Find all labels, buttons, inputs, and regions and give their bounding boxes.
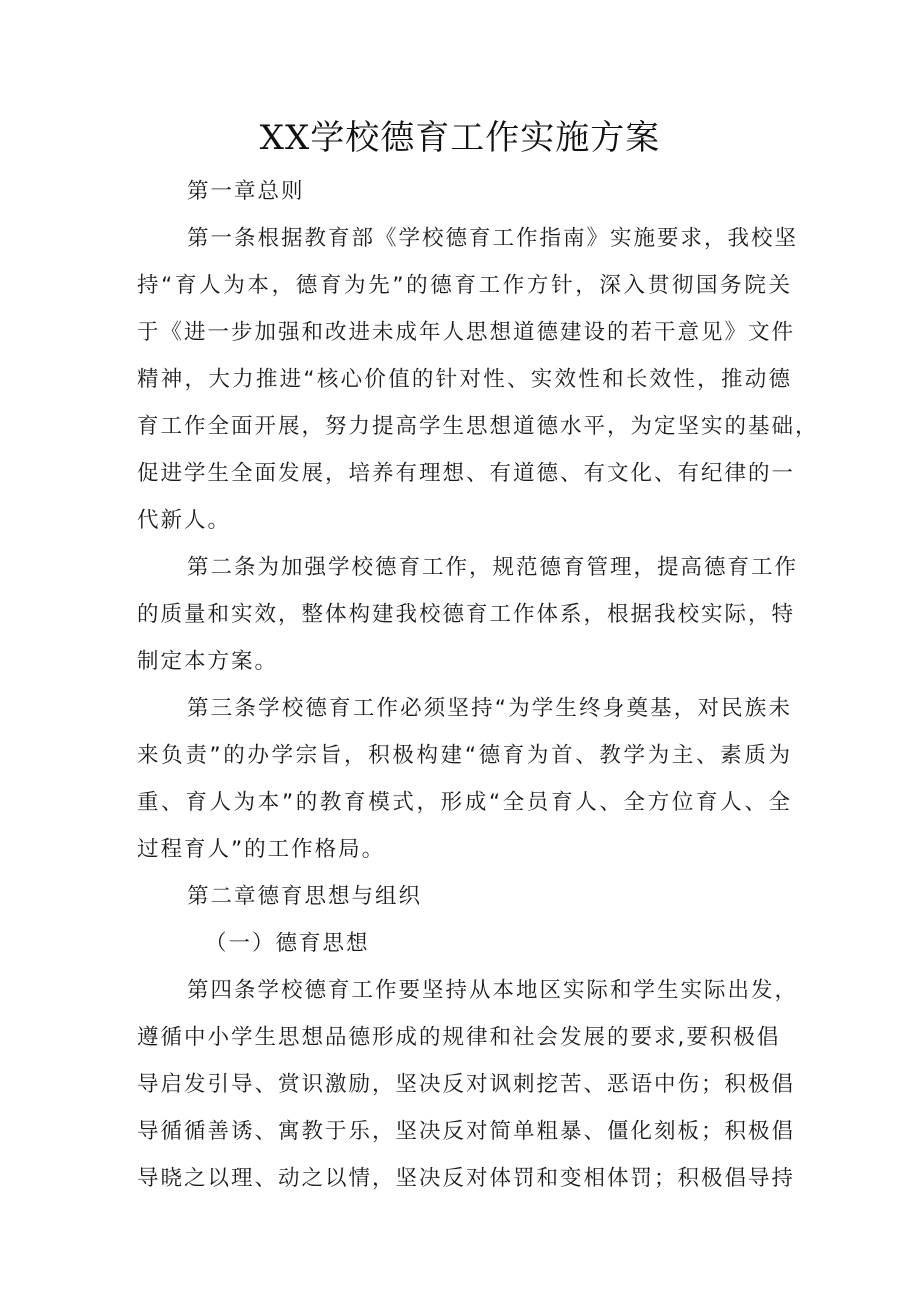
chapter-heading: 第二章德育思想与组织 — [187, 884, 423, 909]
paragraph-line: 促进学生全面发展，培养有理想、有道德、有文化、有纪律的一 — [137, 461, 796, 486]
paragraph-line: 遵循中小学生思想品德形成的规律和社会发展的要求,要积极倡 — [137, 1025, 781, 1050]
paragraph-line: 来负责”的办学宗旨，积极构建“德育为首、教学为主、素质为 — [137, 743, 792, 768]
paragraph-line: 第一条根据教育部《学校德育工作指南》实施要求，我校坚 — [187, 226, 799, 251]
paragraph-line: 导循循善诱、寓教于乐，坚决反对简单粗暴、僵化刻板；积极倡 — [137, 1119, 796, 1144]
paragraph-line: 的质量和实效，整体构建我校德育工作体系，根据我校实际，特 — [137, 602, 796, 627]
paragraph-line: 育工作全面开展，努力提高学生思想道德水平，为定坚实的基础， — [137, 414, 819, 439]
paragraph-line: 第四条学校德育工作要坚持从本地区实际和学生实际出发， — [187, 978, 799, 1003]
paragraph-line: 精神，大力推进“核心价值的针对性、实效性和长效性，推动德 — [137, 367, 792, 392]
paragraph-line: 第三条学校德育工作必须坚持“为学生终身奠基，对民族未 — [187, 696, 792, 721]
document-title: XX学校德育工作实施方案 — [259, 118, 661, 158]
paragraph-line: 于《进一步加强和改进未成年人思想道德建设的若干意见》文件 — [137, 320, 796, 345]
section-heading: （一）德育思想 — [205, 931, 370, 956]
paragraph-line: 过程育人”的工作格局。 — [137, 837, 386, 862]
paragraph-line: 制定本方案。 — [137, 649, 279, 674]
document-body — [137, 168, 819, 1202]
paragraph-line: 持“育人为本，德育为先”的德育工作方针，深入贯彻国务院关 — [137, 273, 792, 298]
paragraph-line: 第二条为加强学校德育工作，规范德育管理，提高德育工作 — [187, 555, 799, 580]
paragraph-line: 导启发引导、赏识激励，坚决反对讽刺挖苦、恶语中伤；积极倡 — [137, 1072, 796, 1097]
paragraph-line: 重、育人为本”的教育模式，形成“全员育人、全方位育人、全 — [137, 790, 792, 815]
paragraph-line: 导晓之以理、动之以情，坚决反对体罚和变相体罚；积极倡导持 — [137, 1166, 796, 1191]
paragraph-line: 代新人。 — [137, 508, 232, 533]
chapter-heading: 第一章总则 — [187, 179, 305, 204]
